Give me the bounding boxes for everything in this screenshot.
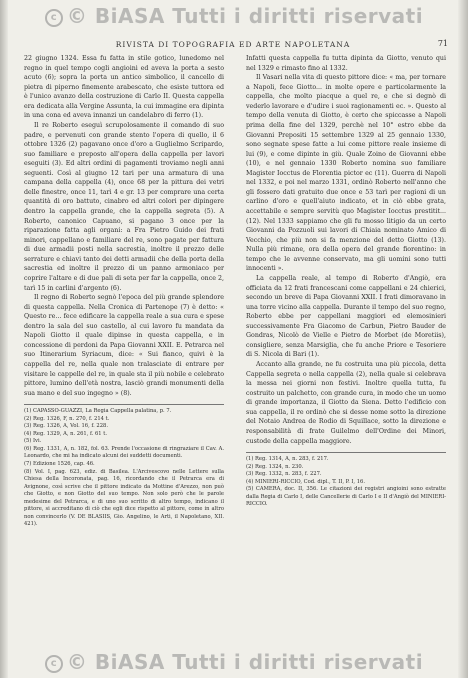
footnote: (4) MINIERI-RICCIO, Cod. dipl., T. II, P. I, 16. bbox=[246, 478, 365, 485]
copyright-icon: c bbox=[45, 655, 63, 673]
paragraph: Infatti questa cappella fu tutta dipinta da Giotto, venuto qui nel 1329 e rimasto fino al 1332. bbox=[246, 55, 446, 72]
paragraph: Accanto alla grande, ne fu costruita una più piccola, detta Cappella segreta o nella cappella (2), nella quale si celebrava la messa nei giorni non festivi. Inoltre quella tutta, fu costruito un palchetto, con grande cura, in modo che un uomo di grande importanza, il Giotto da Siena. Detto l'edificio con sua cappella, il re ordinò che si desse nome sotto la direzione del Notaio Andrea de Rodio di Squillace, sotto la direzione e responsabilità di frate Guilelmo dell'Ordine dei Minori, custode della cappella maggiore. bbox=[246, 361, 446, 445]
footnote: (2) Reg. 1326, F, n. 270, f. 214 t. bbox=[24, 415, 110, 422]
scan-edge-right bbox=[458, 0, 468, 678]
paragraph: Il regno di Roberto segnò l'epoca del più grande splendore di questa cappella. Nella Cronica di Partenope (7) è detto: « Questo re... fece edificare la cappella reale a sua cura e spese dentro la sala del suo castello, al cui lavoro fu mandata da Napoli Giotto il quale dipinse in questa cappella, e in concessione di perdoni da Papa Giovanni XXII. E. Petrarca nel suo Itinerarium Syriacum, dice: « Sui fianco, quivi è la cappella del re, nella quale non tralasciate di entrare per visitare le cappelle del re, in quale sta il più nobile e celebrato pittore, lumino dell'età nostra, lasciò grandi monumenti della sua mano e del suo ingegno » (8). bbox=[24, 294, 224, 397]
scan-edge-left bbox=[0, 0, 8, 678]
watermark-bottom bbox=[0, 650, 468, 674]
watermark-top-text: © BiASA Tutti i diritti riservati bbox=[66, 4, 424, 28]
watermark-top bbox=[0, 4, 468, 28]
paragraph: Il re Roberto eseguì scrupolosamente il comando di suo padre, e pervenuti con grande stento l'opera di quello, il 6 ottobre 1326 (2) pagavano once d'oro a Guglielmo Scripardo, suo familiare e preposto all'opera della cappella per lavori eseguiti (3). Ed altri ordini di pagamenti troviamo negli anni seguenti. Così al giugno 12 tari per una armatura di una campana della cappella (4), once 68 per la pittura dei vetri delle finestre, once 11, tarì 4 e gr. 13 per comprare una certa quantità di oro battuto, cinabro ed altri colori per dipingere dentro la cappella grande, che la cappella segreta (5). A Roberto, canonico Capuano, si pagano 3 once per la riparazione fatta agli organi: a Fra Pietro Guido dei frati minori, cappellano e familiare del re, sono pagate per fattura di due armadii posti nella sacrestia, inoltre il prezzo delle serrature e chiavi tanto dei detti armadii che della porta della sacrestia ed inoltre il prezzo di un panno armoniaco per coprire l'altare e di due pali di seta per far la cappella, once 2, tarì 15 in carlini d'argento (6). bbox=[24, 121, 224, 292]
footnote: (2) Reg. 1324, n. 230. bbox=[246, 463, 304, 470]
footnotes-left bbox=[24, 404, 224, 529]
footnote: (6) Reg. 1331, A, n. 182, fol. 63. Prende l'occasione di ringraziare il Cav. A. Leonardo, che mi ha indicato alcuni dei suddetti documenti. bbox=[24, 445, 224, 460]
footnotes-right bbox=[246, 452, 446, 509]
left-column bbox=[24, 54, 224, 529]
page-number: 71 bbox=[437, 39, 448, 48]
footnote: (3) Reg. 1326, A, Vol. 16, f. 228. bbox=[24, 423, 108, 430]
footnote: (8) Vol. I, pag. 623, ediz. di Basilea. L'Arcivescovo nelle Lettere sulla Chiesa della Incoronata, pag. 16, ricordando che il Petrarca era di Avignone, così scrive che il pittore indicato da Mottine d'Arezzo, non può che Giotto, e non Giotto del suo tempo. Non solo però che le parole medesime del Petrarca, e di uno suo scritto di altro tempo, indicano il pittore, si accreditano di ciò che egli dice rispetto al pittore, come in altro non convincerlo (V. DE BLASIIS, Gio. Angelino, le Arti, il Napoletano, XII. 421). bbox=[24, 468, 224, 528]
footnote: (1) CAPASSO-GUAZZI, La Regia Cappella palatina, p. 7. bbox=[24, 408, 172, 415]
footnote: (7) Edizione 1526, cap. 46. bbox=[24, 460, 95, 467]
paragraph: Il Vasari nella vita di questo pittore dice: « ma, per tornare a Napoli, fece Giotto... in molte opere e particolarmente la cappella, che molto piacque a quel re, e che si degnò di vederlo lavorare e d'udire i suoi ragionamenti ec. ». Questo al tempo della venuta di Giotto, è certo che spiccasse a Napoli prima della fine del 1329, perchè nel 10° estro ebbe da Giovanni Prepositi 15 settembre 1329 al 25 gennaio 1330, sono segnate spese fatte a lui come pittore reale insieme di lui (9), e come dipinte in giù. Quale Zoino de Giovanni ebbe (10), e nel gennaio 1330 Roberto nomina suo familiare Magister Iocctus de Florentia pictor ec (11). Guerra di Napoli nel 1332, e poi nel marzo 1331, ordinò Roberto nell'anno che gli fossero dati gratuito due once e 53 tarì per ragioni di un carlino d'oro e quell'aiuto indicato, et in ciò ebbe grata, accettabile e sempre servitù quo Magister Iocctus prestitit... (12). Nel 1333 sappiamo che gli fu mosso litigio da un certo Giovanni da Pozzuoli sui lavori di Chiaia nominato Amico di Vecchio, che più non si fa menzione del detto Giotto (13). Nulla più rimane, ora della opera del grande fiorentino: in tempo che le avvenne conservato, ma gli uomini sono tutti innocenti ». bbox=[246, 74, 446, 273]
paragraph: 22 giugno 1324. Essa fu fatta in stile gotico, lunedomo nel regno in quel tempo cogli angioini ed aveva la porta a sesto acuto (6); sopra la porta un antico simbolico, il cancello di pietra di piperno finemente arabescato, che esiste tuttora ed è l'unico avanzo della costruzione di Carlo II. Questa cappella era dedicata alla Vergine Assunta, la cui immagine era dipinta in una cona ed aveva innanzi un candelabro di ferro (1). bbox=[24, 55, 224, 120]
paragraph: La cappella reale, al tempo di Roberto d'Angiò, era officiata da 12 frati francescani come cappellani e 24 chierici, secondo un breve di Papa Giovanni XXII. I frati dimoravano in una torre vicino alla cappella. Durante il tempo del suo regno, Roberto ebbe per cappellani maggiori ed elemosinieri successivamente Fra Giacomo de Carbun, Pietro Bauder de Gondras, Nicolò de Vielle e Pietro de Morbet (de Moretiis), consigliere, senza Marsiglia, che fu anche Priore e Tesoriere di S. Nicola di Bari (1). bbox=[246, 274, 446, 359]
footnote: (5) Ivi. bbox=[24, 438, 42, 445]
running-title: RIVISTA DI TOPOGRAFIA ED ARTE NAPOLETANA bbox=[115, 40, 351, 49]
right-column bbox=[246, 54, 446, 509]
copyright-icon: c bbox=[45, 9, 63, 27]
footnote: (1) Reg. 1314, A, n. 283, f. 217. bbox=[246, 456, 329, 463]
footnote: (3) Reg. 1332, n. 283, f. 227. bbox=[246, 471, 322, 478]
footnote: (4) Reg. 1329, A, n. 261, f. 61 t. bbox=[24, 430, 107, 437]
footnote: (5) CAMERA, doc. II, 356. Le citazioni dei registri angioini sono estratte dalla Regia di Carlo I, delle Cancellerie di Carlo I e II d'Angiò del MINIERI-RICCIO. bbox=[246, 486, 446, 508]
watermark-bottom-text: © BiASA Tutti i diritti riservati bbox=[66, 650, 424, 674]
